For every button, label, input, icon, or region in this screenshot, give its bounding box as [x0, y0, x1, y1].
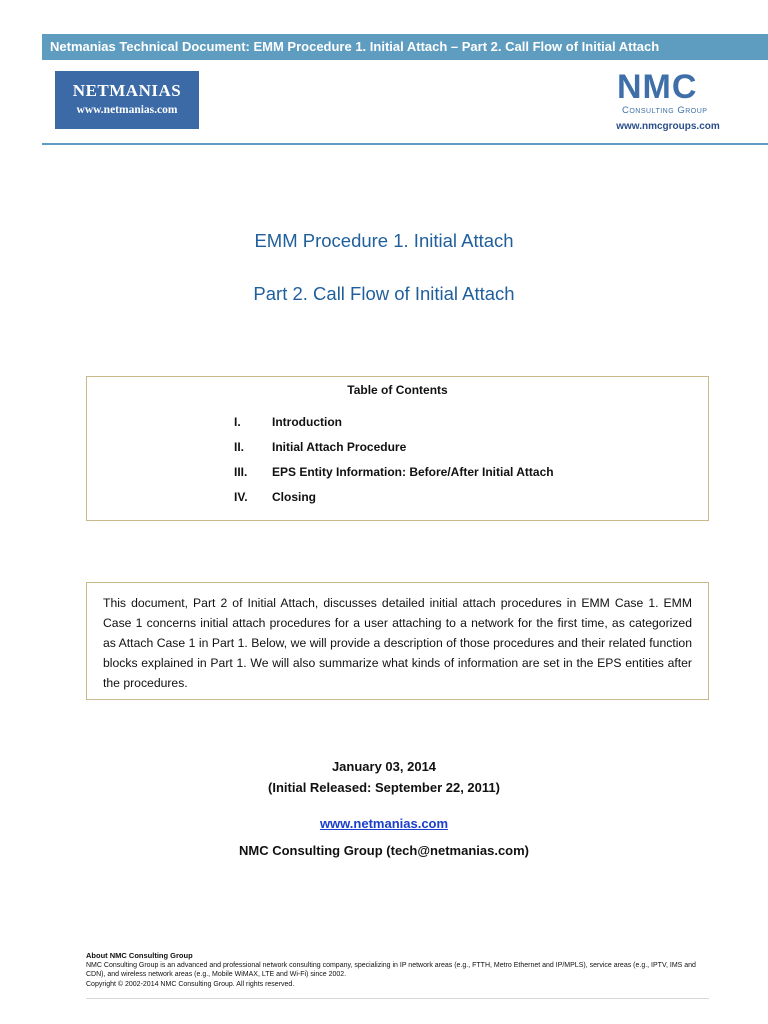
nmc-url: www.nmcgroups.com — [616, 121, 720, 132]
release-date: January 03, 2014 — [331, 759, 437, 774]
abstract-box — [86, 582, 709, 700]
toc-item-text: Closing — [272, 490, 316, 504]
copyright: Copyright © 2002-2014 NMC Consulting Group. All rights reserved. — [86, 980, 295, 988]
toc-item-text: Introduction — [272, 415, 342, 429]
abstract-text: This document, Part 2 of Initial Attach, discusses detailed initial attach procedures in EMM Case 1. EMM Case 1 concerns initial attach procedures for a user attaching to a network for the first time, as categorized as Attach Case 1 in Part 1. Below, we will provide a description of those procedures and their related function blocks explained in Part 1. We will also summarize what kinds of information are set in the EPS entities after the procedures. — [103, 596, 692, 690]
initial-release-date: (Initial Released: September 22, 2011) — [268, 780, 500, 795]
document-title: EMM Procedure 1. Initial Attach — [254, 230, 514, 251]
netmanias-logo-name: NETMANIAS — [72, 81, 182, 100]
toc-item-text: Initial Attach Procedure — [272, 440, 407, 454]
toc-item-number: III. — [234, 465, 248, 479]
header-banner: Netmanias Technical Document: EMM Procedure 1. Initial Attach – Part 2. Call Flow of Initial Attach — [42, 34, 768, 60]
table-of-contents — [86, 376, 709, 521]
toc-item-number: II. — [234, 440, 245, 454]
about-title: About NMC Consulting Group — [86, 951, 193, 960]
about-section — [86, 951, 706, 989]
footer-divider — [86, 998, 709, 999]
header-divider — [42, 143, 768, 145]
toc-item-number: I. — [234, 415, 241, 429]
toc-item-text: EPS Entity Information: Before/After Initial Attach — [272, 465, 554, 479]
nmc-logo-mark: NMC — [617, 68, 698, 106]
netmanias-link[interactable]: www.netmanias.com — [319, 816, 449, 831]
nmc-logo-subtitle: Consulting Group — [622, 105, 708, 116]
netmanias-logo-url: www.netmanias.com — [76, 104, 178, 116]
toc-heading: Table of Contents — [347, 383, 448, 397]
document-subtitle: Part 2. Call Flow of Initial Attach — [253, 283, 515, 304]
netmanias-logo — [55, 71, 199, 129]
nmc-logo — [612, 70, 732, 120]
contact-line: NMC Consulting Group (tech@netmanias.com) — [238, 843, 530, 858]
about-body: NMC Consulting Group is an advanced and professional network consulting company, specializing in IP network areas (e.g., FTTH, Metro Ethernet and IP/MPLS), service areas (e.g., IPTV, IMS and CDN), and wireless network areas (e.g., Mobile WiMAX, LTE and Wi-Fi) since 2002. — [86, 961, 696, 978]
toc-item-number: IV. — [234, 490, 248, 504]
